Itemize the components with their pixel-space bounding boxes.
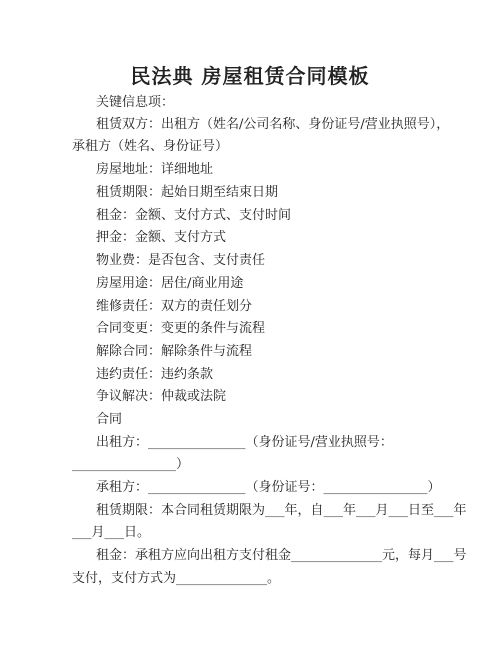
breach-line: 违约责任：违约条款 [96, 367, 214, 382]
document-title: 民法典 房屋租赁合同模板 [130, 64, 370, 88]
contract-heading: 合同 [96, 412, 123, 427]
deposit-line: 押金：金额、支付方式 [96, 230, 227, 245]
parties-line-cont: 承租方（姓名、身份证号） [72, 139, 229, 154]
lessee-line: 承租方：_______________（身份证号：________________） [96, 480, 441, 495]
rent-clause: 租金：承租方应向出租方支付租金______________元，每月___号 [96, 548, 467, 563]
lease-term-clause-cont: ___月___日。 [72, 525, 151, 540]
lessor-line: 出租方：_______________（身份证号/营业执照号： [96, 435, 393, 450]
parties-line: 租赁双方：出租方（姓名/公司名称、身份证号/营业执照号）， [96, 117, 450, 132]
usage-line: 房屋用途：居住/商业用途 [96, 276, 244, 291]
lease-term-clause: 租赁期限：本合同租赁期限为___年，自___年___月___日至___年 [96, 503, 467, 518]
term-line: 租赁期限：起始日期至结束日期 [96, 185, 279, 200]
repair-line: 维修责任：双方的责任划分 [96, 299, 253, 314]
termination-line: 解除合同：解除条件与流程 [96, 344, 253, 359]
rent-clause-cont: 支付，支付方式为______________。 [72, 571, 281, 586]
property-fee-line: 物业费：是否包含、支付责任 [96, 253, 266, 268]
key-info-heading: 关键信息项： [96, 95, 175, 110]
address-line: 房屋地址：详细地址 [96, 162, 214, 177]
lessor-line-cont: ________________） [72, 457, 190, 472]
dispute-line: 争议解决：仲裁或法院 [96, 389, 227, 404]
amendment-line: 合同变更：变更的条件与流程 [96, 321, 266, 336]
rent-line: 租金：金额、支付方式、支付时间 [96, 208, 292, 223]
